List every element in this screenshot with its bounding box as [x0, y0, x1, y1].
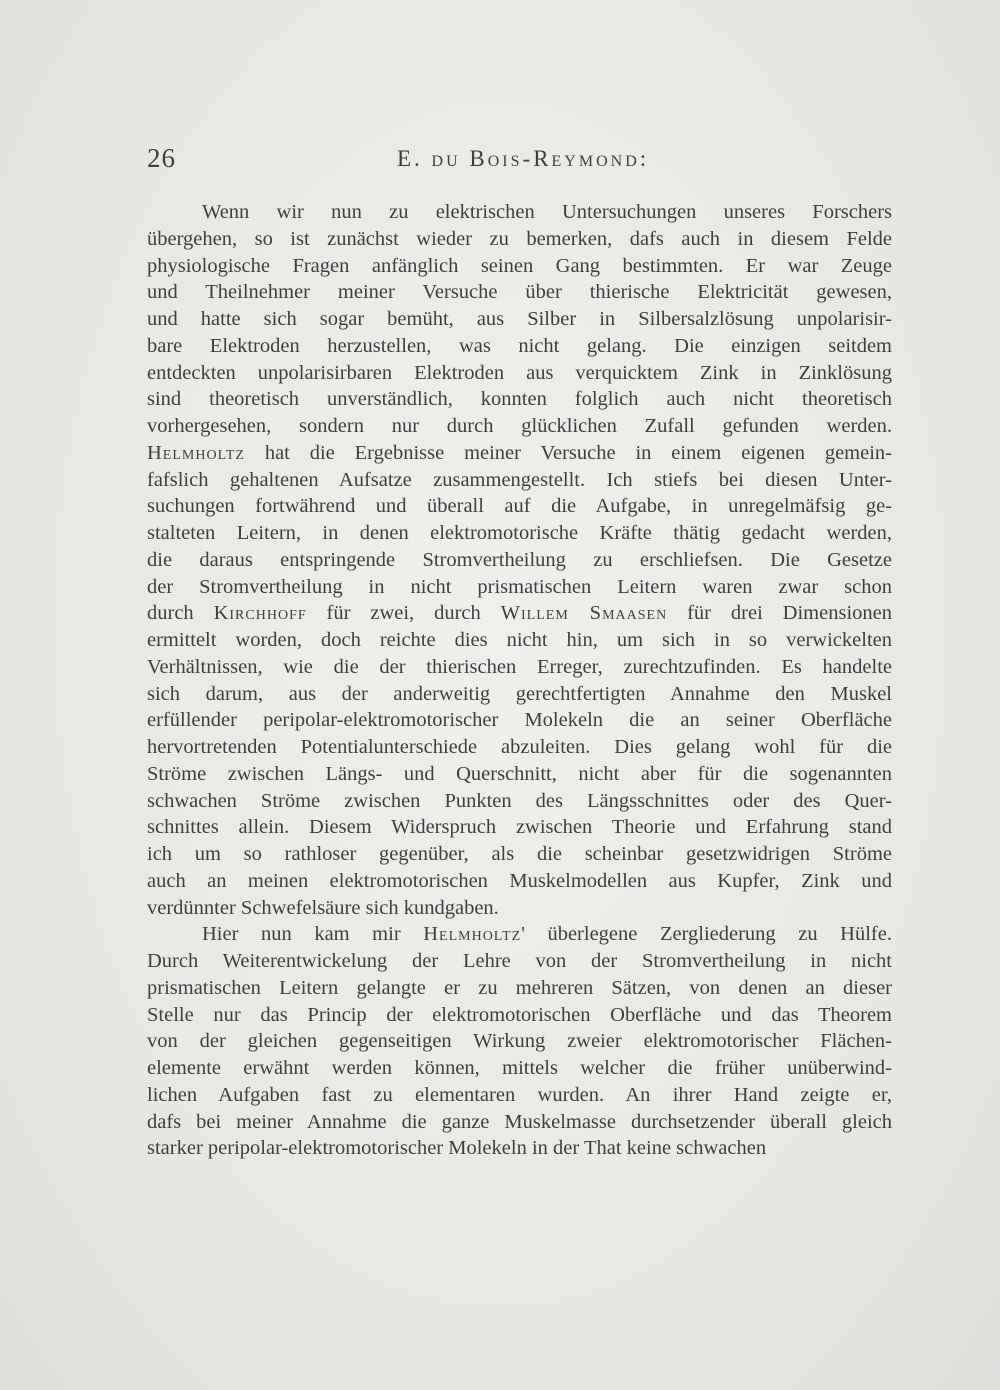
text-line [147, 360, 892, 387]
text-line [147, 921, 892, 948]
text-line [147, 1109, 892, 1136]
text-line [147, 199, 892, 226]
text-segment: ' überlegene Zergliederung zu Hülfe. [521, 923, 892, 946]
text-segment: die daraus entspringende Stromvertheilung zu erschliefsen. Die Gesetze [147, 548, 892, 571]
text-segment: entdeckten unpolarisirbaren Elektroden aus verquicktem Zink in Zinklösung [147, 361, 892, 384]
text-segment: hervortretenden Potentialunterschiede abzuleiten. Dies gelang wohl für die [147, 736, 892, 758]
text-segment: durch [147, 602, 214, 625]
text-segment: für zwei, durch [306, 602, 501, 625]
text-segment: Verhältnissen, wie die der thierischen Erreger, zurechtzufinden. Es handelte [147, 655, 892, 678]
person-name: Willem Smaasen [500, 602, 668, 625]
text-segment: physiologische Fragen anfänglich seinen Gang bestimmten. Er war Zeuge [147, 254, 892, 277]
text-line [147, 1082, 892, 1109]
text-segment: fafslich gehaltenen Aufsatze zusammengestellt. Ich stiefs bei diesen Unter- [147, 468, 892, 491]
text-segment: und hatte sich sogar bemüht, aus Silber in Silbersalzlösung unpolarisir- [147, 308, 892, 330]
text-segment: sich darum, aus der anderweitig gerechtfertigten Annahme den Muskel [147, 682, 892, 705]
text-line [147, 600, 892, 627]
paragraph [147, 199, 892, 921]
text-segment: ermittelt worden, doch reichte dies nicht hin, um sich in so verwickelten [147, 629, 892, 651]
text-line [147, 814, 892, 841]
text-segment: stalteten Leitern, in denen elektromotorische Kräfte thätig gedacht werden, [147, 522, 892, 544]
text-segment: übergehen, so ist zunächst wieder zu bemerken, dafs auch in diesem Felde [147, 227, 892, 250]
text-segment: erfüllender peripolar-elektromotorischer Molekeln die an seiner Oberfläche [147, 709, 892, 732]
text-line [147, 975, 892, 1002]
text-segment: Hier nun kam mir [202, 923, 424, 946]
page-number: 26 [147, 143, 176, 173]
text-segment: dafs bei meiner Annahme die ganze Muskelmasse durchsetzender überall gleich [147, 1110, 892, 1133]
text-segment: suchungen fortwährend und überall auf die Aufgabe, in unregelmäfsig ge- [147, 495, 892, 518]
text-segment: starker peripolar-elektromotorischer Molekeln in der That keine schwachen [147, 1137, 767, 1160]
text-line [147, 948, 892, 975]
text-segment: Wenn wir nun zu elektrischen Untersuchungen unseres Forschers [202, 201, 892, 223]
person-name: Kirchhoff [213, 602, 307, 625]
text-line [147, 788, 892, 815]
text-segment: elemente erwähnt werden können, mittels welcher die früher unüberwind- [147, 1057, 892, 1079]
text-line [147, 841, 892, 868]
text-segment: prismatischen Leitern gelangte er zu mehreren Sätzen, von denen an dieser [147, 976, 892, 999]
person-name: Helmholtz [423, 923, 522, 946]
text-segment: ich um so rathloser gegenüber, als die scheinbar gesetzwidrigen Ströme [147, 843, 892, 865]
text-line [147, 306, 892, 333]
text-line [147, 681, 892, 708]
text-segment: bare Elektroden herzustellen, was nicht gelang. Die einzigen seitdem [147, 334, 892, 357]
page-header [147, 143, 892, 179]
text-line [147, 333, 892, 360]
text-line [147, 1002, 892, 1029]
text-segment: Durch Weiterentwickelung der Lehre von der Stromvertheilung in nicht [147, 950, 892, 972]
person-name: Helmholtz [147, 441, 245, 464]
text-segment: lichen Aufgaben fast zu elementaren wurden. An ihrer Hand zeigte er, [147, 1083, 892, 1106]
text-line [147, 1028, 892, 1055]
text-segment: schnittes allein. Diesem Widerspruch zwischen Theorie und Erfahrung stand [147, 816, 892, 839]
text-segment: verdünnter Schwefelsäure sich kundgaben. [147, 896, 499, 919]
text-line [147, 761, 892, 788]
text-segment: auch an meinen elektromotorischen Muskelmodellen aus Kupfer, Zink und [147, 869, 892, 892]
text-segment: schwachen Ströme zwischen Punkten des Längsschnittes oder des Quer- [147, 789, 892, 812]
text-line [147, 413, 892, 440]
text-line [147, 1055, 892, 1082]
text-line [147, 520, 892, 547]
text-line [147, 226, 892, 253]
text-line [147, 493, 892, 520]
text-segment: vorhergesehen, sondern nur durch glücklichen Zufall gefunden werden. [147, 415, 892, 437]
text-line [147, 574, 892, 601]
text-segment: Stelle nur das Princip der elektromotorischen Oberfläche und das Theorem [147, 1003, 892, 1026]
text-segment: und Theilnehmer meiner Versuche über thierische Elektricität gewesen, [147, 281, 892, 304]
text-segment: von der gleichen gegenseitigen Wirkung zweier elektromotorischer Flächen- [147, 1030, 892, 1053]
paragraph [147, 921, 892, 1162]
text-segment: für drei Dimensionen [667, 602, 892, 625]
text-line [147, 386, 892, 413]
text-line [147, 895, 892, 922]
text-line [147, 253, 892, 280]
text-line [147, 279, 892, 306]
text-line [147, 547, 892, 574]
text-segment: Ströme zwischen Längs- und Querschnitt, nicht aber für die sogenannten [147, 762, 892, 785]
text-line [147, 734, 892, 761]
text-line [147, 467, 892, 494]
text-line [147, 627, 892, 654]
text-segment: sind theoretisch unverständlich, konnten folglich auch nicht theoretisch [147, 388, 892, 411]
text-line [147, 707, 892, 734]
text-line [147, 440, 892, 467]
text-line [147, 654, 892, 681]
running-head: E. du Bois-Reymond: [397, 146, 650, 171]
text-line [147, 1135, 892, 1162]
text-line [147, 868, 892, 895]
text-segment: hat die Ergebnisse meiner Versuche in einem eigenen gemein- [244, 441, 892, 464]
text-segment: der Stromvertheilung in nicht prismatischen Leitern waren zwar schon [147, 575, 892, 598]
body-text [147, 199, 892, 1162]
